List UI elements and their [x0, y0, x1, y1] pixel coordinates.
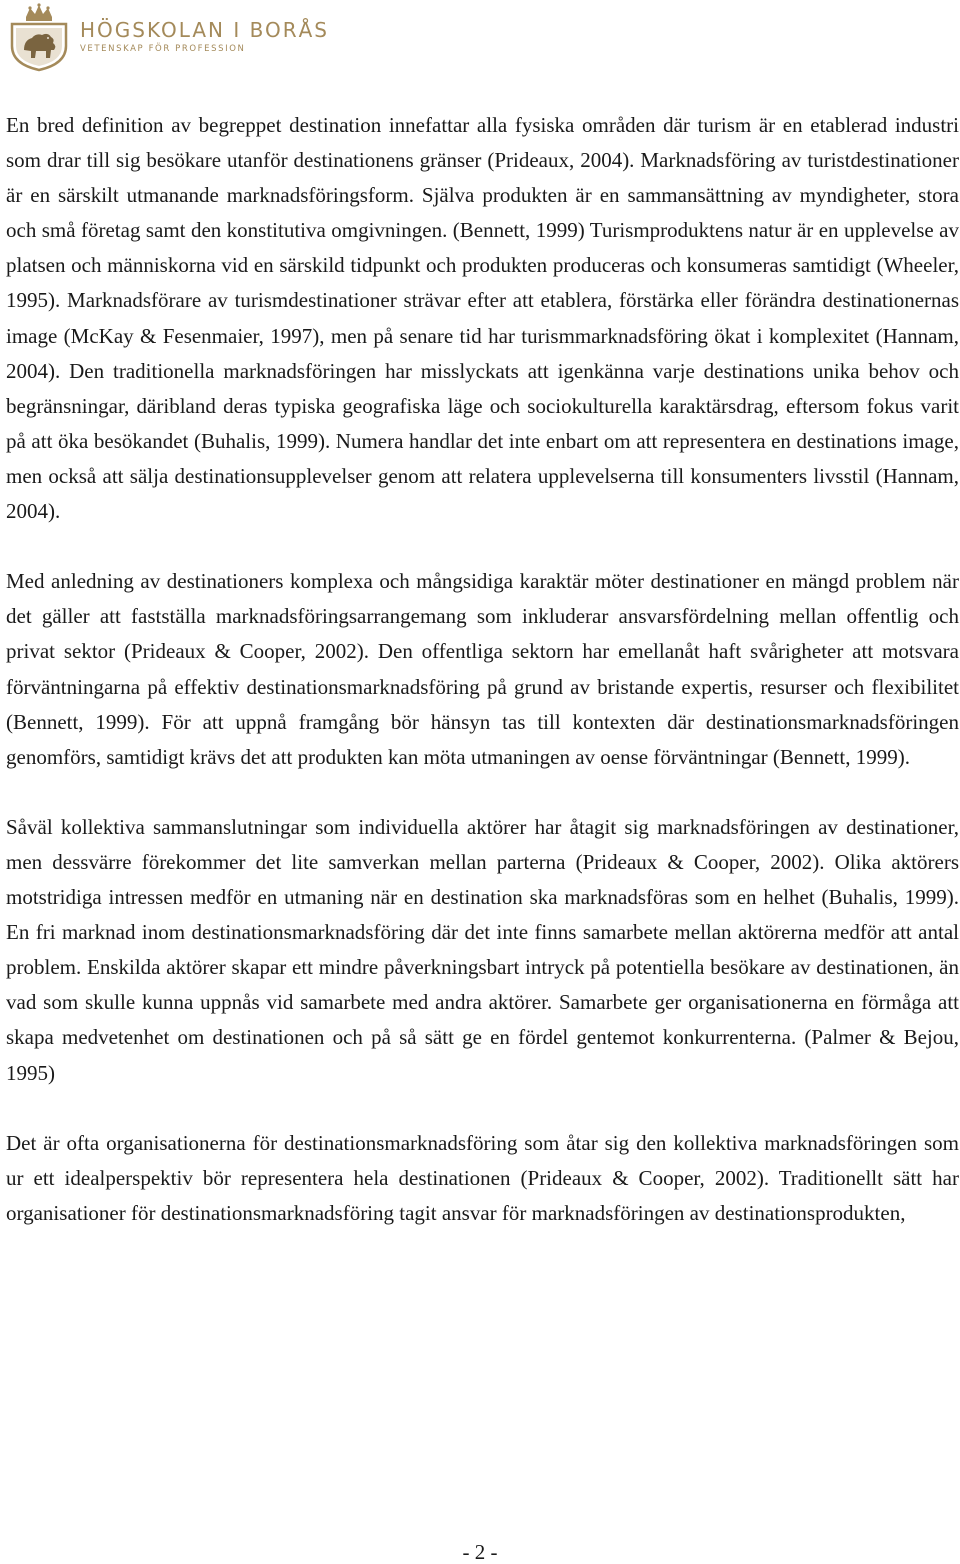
crest-icon	[4, 2, 74, 72]
logo-wordmark: HÖGSKOLAN I BORÅS	[80, 18, 329, 42]
paragraph-2: Med anledning av destinationers komplexa och mångsidiga karaktär möter destinationer en mängd problem när det gäller att fastställa marknadsföringsarrangemang som inkluderar ansvarsfördelning mellan offentlig och privat sektor (Prideaux & Cooper, 2002). Den offentliga sektorn har emellanåt haft svårigheter att motsvara förväntningarna på effektiv destinationsmarknadsföring på grund av bristande expertis, resurser och flexibilitet (Bennett, 1999). För att uppnå framgång bör hänsyn tas till kontexten där destinationsmarknadsföringen genomförs, samtidigt krävs det att produkten kan möta utmaningen av oense förväntningar (Bennett, 1999).	[6, 569, 959, 769]
university-logo[interactable]	[4, 2, 329, 72]
paragraph-1: En bred definition av begreppet destination innefattar alla fysiska områden där turism är en etablerad industri som drar till sig besökare utanför destinationens gränser (Prideaux, 2004). Marknadsföring av turistdestinationer är en särskilt utmanande marknadsföringsform. Själva produkten är en sammansättning av myndigheter, stora och små företag samt den konstitutiva omgivningen. (Bennett, 1999) Turismproduktens natur är en upplevelse av platsen och människorna vid en särskild tidpunkt och produkten produceras och konsumeras samtidigt (Wheeler, 1995). Marknadsförare av turismdestinationer strävar efter att etablera, förstärka eller förändra destinationernas image (McKay & Fesenmaier, 1997), men på senare tid har turismmarknadsföring ökat i komplexitet (Hannam, 2004). Den traditionella marknadsföringen har misslyckats att igenkänna varje destinations unika behov och begränsningar, däribland deras typiska geografiska läge och sociokulturella karaktärsdrag, eftersom fokus varit på att öka besökandet (Buhalis, 1999). Numera handlar det inte enbart om att representera en destinations image, men också att sälja destinationsupplevelser genom att relatera upplevelserna till konsumenters livsstil (Hannam, 2004).	[6, 113, 959, 524]
body-text	[6, 108, 959, 1266]
logo-tagline: VETENSKAP FÖR PROFESSION	[80, 44, 246, 54]
paragraph-3: Såväl kollektiva sammanslutningar som individuella aktörer har åtagit sig marknadsföringen av destinationer, men dessvärre förekommer det lite samverkan mellan parterna (Prideaux & Cooper, 2002). Olika aktörers motstridiga intressen medför en utmaning när en destination ska marknadsföras som en helhet (Buhalis, 1999). En fri marknad inom destinationsmarknadsföring där det inte finns samarbete mellan aktörerna medför att antal problem. Enskilda aktörer skapar ett mindre påverkningsbart intryck på potentiella besökare av destinationen, än vad som skulle kunna uppnås vid samarbete med andra aktörer. Samarbete ger organisationerna en förmåga att skapa medvetenhet om destinationen och på så sätt ge en fördel gentemot konkurrenterna. (Palmer & Bejou, 1995)	[6, 814, 959, 1085]
page-number: - 2 -	[462, 1540, 498, 1564]
paragraph-4: Det är ofta organisationerna för destinationsmarknadsföring som åtar sig den kollektiva marknadsföringen som ur ett idealperspektiv bör representera hela destinationen (Prideaux & Cooper, 2002). Traditionellt sätt har organisationer för destinationsmarknadsföring tagit ansvar för marknadsföringen av destinationsprodukten,	[6, 1130, 959, 1225]
